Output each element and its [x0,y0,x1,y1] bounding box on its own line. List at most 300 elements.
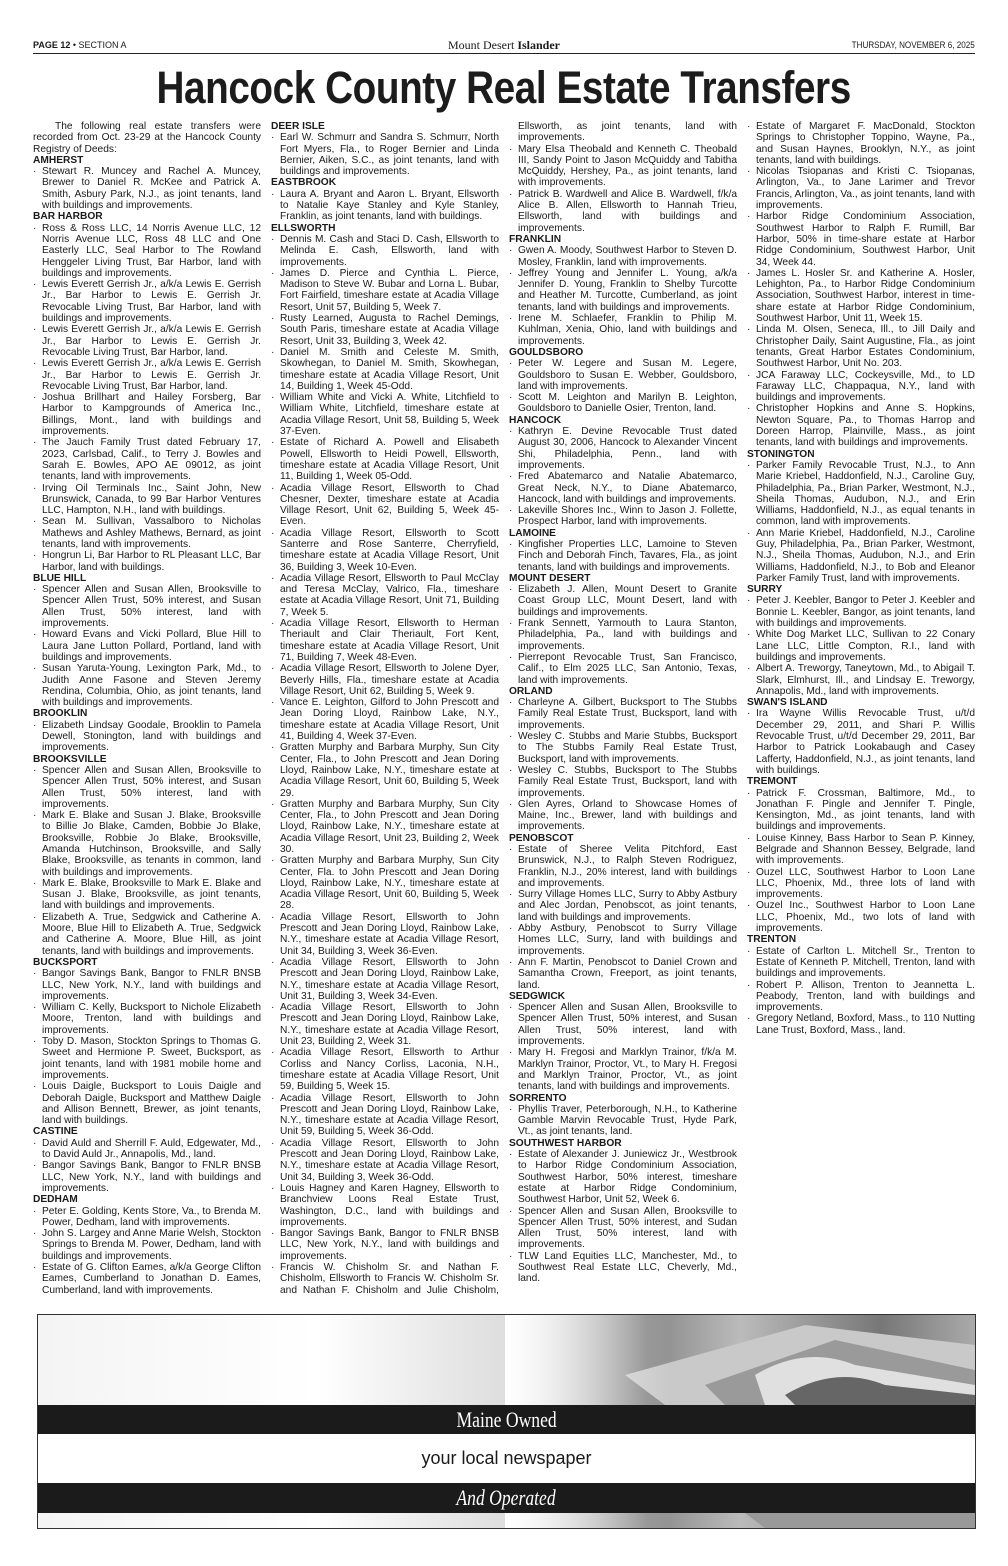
transfer-item [33,663,261,708]
bullet-icon: · [33,516,37,528]
transfer-text: Acadia Village Resort, Ellsworth to John Prescott and Jean Doring Lloyd, Rainbow Lake, N.Y., timeshare estate at Acadia Village Resort, Unit 31, Building 3, Week 34-Even. [280,956,499,1002]
transfer-text: Acadia Village Resort, Ellsworth to Paul McClay and Teresa McClay, Valrico, Fla., timeshare estate at Acadia Village Resort, Unit 71, Building 7, Week 5. [280,572,499,618]
town-heading: SOUTHWEST HARBOR [509,1137,622,1149]
ad-line-local-newspaper: your local newspaper [38,1434,975,1483]
bullet-icon: · [747,900,751,912]
bullet-icon: · [747,459,751,471]
bullet-icon: · [33,877,37,889]
town-heading: AMHERST [33,154,84,166]
bullet-icon: · [747,267,751,279]
transfer-text: Lewis Everett Gerrish Jr., a/k/a Lewis E. Gerrish Jr., Bar Harbor to Lewis E. Gerrish Jr. Revocable Living Trust, Bar Harbor, land. [42,358,261,392]
town-heading: CASTINE [33,1126,78,1138]
bullet-icon: · [33,1002,37,1014]
transfer-text: Linda M. Olsen, Seneca, Ill., to Jill Daily and Christopher Daily, Saint Augustine, Fla., as joint tenants, Great Harbor Estates Condominium, Southwest Harbor, Unit No. 203. [756,324,975,370]
bullet-icon: · [33,1205,37,1217]
bullet-icon: · [33,764,37,776]
bullet-icon: · [271,663,275,675]
page-header: PAGE 12 • SECTION A Mount Desert Islander THURSDAY, NOVEMBER 6, 2025 [33,38,975,52]
transfer-item [33,1081,261,1126]
transfer-item [33,968,261,1002]
town-heading: SORRENTO [509,1092,567,1104]
transfer-item [509,313,737,347]
town-heading: EASTBROOK [271,177,337,189]
masthead: Mount Desert Islander [447,38,560,52]
bullet-icon: · [33,437,37,449]
transfer-text: Fred Abatemarco and Natalie Abatemarco, Great Neck, N.Y., to Diane Abatemarco, Hancock, land with buildings and improvements. [518,471,737,505]
transfer-item [509,189,737,234]
transfer-item [271,799,499,855]
transfer-item [33,629,261,663]
transfer-text: William White and Vicki A. White, Litchfield to William White, Litchfield, timeshare estate at Acadia Village Resort, Unit 58, Building 5, Week 37-Even. [280,392,499,438]
bullet-icon: · [271,911,275,923]
transfer-item [271,1093,499,1138]
transfer-text: TLW Land Equities LLC, Manchester, Md., to Southwest Real Estate LLC, Cheverly, Md., land. [518,1250,737,1285]
transfer-item [509,1149,737,1205]
town-heading: PENOBSCOT [509,832,574,844]
bullet-icon: · [747,527,751,539]
advertisement [37,1314,976,1529]
transfer-text: Parker Family Revocable Trust, N.J., to Ann Marie Kriebel, Haddonfield, N.J., Caroline Guy, Philadelphia, Pa., Brian Parker, Westmont, N.J., Sheila Thomas, Audubon, N.J., and Erin Williams, Haddonfield, N.J., as equal tenants in common, land with improvements. [756,459,975,528]
transfer-text: John S. Largey and Anne Marie Welsh, Stockton Springs to Brenda M. Power, Dedham, land with buildings and improvements. [42,1228,261,1262]
bullet-icon: · [33,324,37,336]
transfer-item [747,1013,975,1036]
town-heading: HANCOCK [509,414,562,426]
bullet-icon: · [271,855,275,867]
transfer-item [33,223,261,279]
transfer-text: Elizabeth Lindsay Goodale, Brooklin to Pamela Dewell, Stonington, land with buildings and improvements. [42,719,261,754]
bullet-icon: · [509,505,513,517]
transfer-text: Acadia Village Resort, Ellsworth to Herman Theriault and Clair Theriault, Fort Kent, timeshare estate at Acadia Village Resort, Unit 71, Building 7, Week 48-Even. [280,618,499,663]
transfer-text: Howard Evans and Vicki Pollard, Blue Hill to Laura Jane Lutton Pollard, Portland, land with buildings and improvements. [42,629,261,663]
transfer-item [271,483,499,528]
bullet-icon: · [33,550,37,562]
transfer-text: Jeffrey Young and Jennifer L. Young, a/k/a Jennifer D. Young, Franklin to Shelby Turcotte and Heather M. Turcotte, Cumberland, as joint tenants, land with buildings and improvements. [518,267,737,313]
transfer-item [509,697,737,731]
bullet-icon: · [509,731,513,743]
bullet-icon: · [33,719,37,731]
transfer-text: Estate of Margaret F. MacDonald, Stockton Springs to Christopher Toppino, Wayne, Pa., and Susan Haynes, Brooklyn, N.Y., as joint tenants, land with buildings. [756,121,975,166]
bullet-icon: · [33,279,37,291]
bullet-icon: · [33,1228,37,1240]
transfer-item [271,912,499,957]
transfer-item [33,584,261,629]
transfer-text: Mary Elsa Theobald and Kenneth C. Theobald III, Sandy Point to Jason McQuiddy and Tabitha McQuiddy, Hershey, Pa., as joint tenants, land with improvements. [518,143,737,189]
bullet-icon: · [509,188,513,200]
transfer-item [271,132,499,177]
transfer-item [509,1104,737,1138]
bullet-icon: · [271,1047,275,1059]
transfer-text: Acadia Village Resort, Ellsworth to John Prescott and Jean Doring Lloyd, Rainbow Lake, N.Y., timeshare estate at Acadia Village Resort, Unit 34, Building 3, Week 36-Even. [280,911,499,957]
transfer-text: Rusty Learned, Augusta to Rachel Demings, South Paris, timeshare estate at Acadia Village Resort, Unit 33, Building 3, Week 42. [280,313,499,347]
transfer-text: Estate of Richard A. Powell and Elisabeth Powell, Ellsworth to Heidi Powell, Ellsworth, timeshare estate at Acadia Village Resort, Unit 11, Building 1, Week 05-Odd. [280,437,499,483]
transfer-item [33,1262,261,1296]
bullet-icon: · [747,832,751,844]
transfer-item [33,912,261,957]
transfer-item [509,652,737,686]
town-heading: FRANKLIN [509,233,562,245]
town-heading: BLUE HILL [33,572,87,584]
transfer-text: Ira Wayne Willis Revocable Trust, u/t/d December 29, 2011, and Shari P. Willis Revocable Trust, u/t/d December 29, 2011, Bar Harbor to Patrick Lookabaugh and Casey Lafferty, Haddonfield, N.J., as joint tenants, land with buildings. [756,708,975,776]
transfer-text: Estate of Alexander J. Juniewicz Jr., Westbrook to Harbor Ridge Condominium Association, Southwest Harbor, 50% interest, timeshare estate at Harbor Ridge Condominium, Southwest Harbor, Unit 52, Week 6. [518,1149,737,1206]
bullet-icon: · [747,595,751,607]
transfer-item [509,731,737,765]
bullet-icon: · [509,651,513,663]
transfer-item [33,516,261,550]
transfer-text: Wesley C. Stubbs, Bucksport to The Stubbs Family Real Estate Trust, Bucksport, land with improvements. [518,764,737,799]
transfer-item [747,708,975,776]
bullet-icon: · [509,1002,513,1014]
transfer-item [33,324,261,358]
transfer-item [33,166,261,211]
transfer-item [747,595,975,629]
bullet-icon: · [33,1081,37,1093]
transfer-text: Charleyne A. Gilbert, Bucksport to The Stubbs Family Real Estate Trust, Bucksport, land with improvements. [518,697,737,731]
bullet-icon: · [747,324,751,336]
bullet-icon: · [509,1250,513,1262]
transfer-text: Peter W. Legere and Susan M. Legere, Gouldsboro to Susan E. Webber, Gouldsboro, land with improvements. [518,358,737,392]
bullet-icon: · [271,1002,275,1014]
transfer-item [509,799,737,833]
transfer-item [747,166,975,211]
bullet-icon: · [271,527,275,539]
transfer-text: Elizabeth A. True, Sedgwick and Catherine A. Moore, Blue Hill to Elizabeth A. True, Sedgwick and Catherine A. Moore, Blue Hill, as joint tenants, land with buildings and improvements. [42,911,261,957]
transfer-item [33,483,261,517]
page-number: PAGE 12 [33,40,71,50]
transfer-text: Laura A. Bryant and Aaron L. Bryant, Ellsworth to Natalie Kaye Stanley and Kyle Stanley, Franklin, as joint tenants, land with buildings. [280,188,499,223]
bullet-icon: · [747,403,751,415]
bullet-icon: · [509,538,513,550]
town-heading: DEDHAM [33,1194,78,1206]
transfer-item [33,392,261,437]
transfer-text: Acadia Village Resort, Ellsworth to Scott Santerre and Rose Santerre, Cherryfield, timeshare estate at Acadia Village Resort, Unit 36, Building 3, Week 10-Even. [280,527,499,573]
transfer-text: Kathryn E. Devine Revocable Trust dated August 30, 2006, Hancock to Alexander Vincent Shi, Philadelphia, Penn., land with improvements. [518,426,737,471]
transfer-text: Ouzel Inc., Southwest Harbor to Loon Lane LLC, Phoenix, Md., two lots of land with improvements. [756,900,975,935]
bullet-icon: · [509,1103,513,1115]
issue-date: THURSDAY, NOVEMBER 6, 2025 [851,40,975,50]
bullet-icon: · [33,584,37,596]
transfer-text: David Auld and Sherrill F. Auld, Edgewater, Md., to David Auld Jr., Annapolis, Md., land. [42,1137,261,1161]
transfer-item [509,471,737,505]
town-heading: SEDGWICK [509,990,566,1002]
bullet-icon: · [271,482,275,494]
transfer-text: Louis Hagney and Karen Hagney, Ellsworth to Branchview Loons Real Estate Trust, Washington, D.C., land with buildings and improvements. [280,1182,499,1228]
bullet-icon: · [33,968,37,980]
bullet-icon: · [509,471,513,483]
transfer-item [509,889,737,923]
town-heading: LAMOINE [509,527,556,539]
transfer-text: Irene M. Schlaefer, Franklin to Philip M. Kuhlman, Xenia, Ohio, land with buildings and improvements. [518,313,737,347]
transfer-item [33,720,261,754]
town-heading: DEER ISLE [271,121,325,132]
transfer-text: Acadia Village Resort, Ellsworth to Chad Chesner, Dexter, timeshare estate at Acadia Village Resort, Unit 62, Building 5, Week 45-Even. [280,482,499,528]
bullet-icon: · [509,1205,513,1217]
transfer-text: Earl W. Schmurr and Sandra S. Schmurr, North Fort Myers, Fla., to Roger Bernier and Linda Bernier, Aiken, S.C., as joint tenants, land with buildings and improvements. [280,132,499,178]
transfer-text: Scott M. Leighton and Marilyn B. Leighton, Gouldsboro to Danielle Osier, Trenton, land. [518,392,737,415]
article-body [33,121,975,1297]
bullet-icon: · [271,697,275,709]
transfer-text: Hongrun Li, Bar Harbor to RL Pleasant LLC, Bar Harbor, land with buildings. [42,550,261,573]
transfer-item [509,505,737,528]
transfer-text: Ann F. Martin, Penobscot to Daniel Crown and Samantha Crown, Freeport, as joint tenants, land. [518,956,737,991]
transfer-text: Francis W. Chisholm Sr. and Nathan F. Chisholm, Ellsworth to Francis W. Chisholm Sr. and Nathan F. Chisholm and Julie Chisholm, Ellsworth, as joint tenants, land with improvements. [280,121,737,1296]
page-title: Hancock County Real Estate Transfers [156,62,852,113]
transfer-text: Bangor Savings Bank, Bangor to FNLR BNSB LLC, New York, N.Y., land with buildings and improvements. [42,968,261,1002]
transfer-item [33,437,261,482]
transfer-item [33,1002,261,1036]
bullet-icon: · [509,798,513,810]
transfer-text: Spencer Allen and Susan Allen, Brooksville to Spencer Allen Trust, 50% interest, and Susan Allen Trust, 50% interest, land with improvements. [518,1002,737,1048]
transfer-text: Gwen A. Moody, Southwest Harbor to Steven D. Mosley, Franklin, land with improvements. [518,245,737,268]
transfer-text: Albert A. Treworgy, Taneytown, Md., to Abigail T. Slark, Elmhurst, Ill., and Lindsay E. Treworgy, Annapolis, Md., land with improvements. [756,663,975,697]
transfer-text: Surry Village Homes LLC, Surry to Abby Astbury and Alec Jordan, Penobscot, as joint tenants, land with buildings and improvements. [518,889,737,923]
transfer-text: White Dog Market LLC, Sullivan to 22 Conary Lane LLC, Little Compton, R.I., land with buildings and improvements. [756,629,975,663]
transfer-item [509,1206,737,1251]
transfer-text: Gratten Murphy and Barbara Murphy, Sun City Center, Fla., to John Prescott and Jean Doring Lloyd, Rainbow Lake, N.Y., timeshare estate at Acadia Village Resort, Unit 23, Building 2, Week 30. [280,798,499,855]
transfer-text: Louise Kinney, Bass Harbor to Sean P. Kinney, Belgrade and Shannon Bessey, Belgrade, land with improvements. [756,832,975,867]
transfer-item [271,1002,499,1047]
town-heading: SURRY [747,584,783,596]
transfer-item [747,946,975,980]
transfer-item [33,279,261,324]
bullet-icon: · [271,437,275,449]
bullet-icon: · [271,1137,275,1149]
transfer-text: Patrick B. Wardwell and Alice B. Wardwell, f/k/a Alice B. Allen, Ellsworth to Hannah Trieu, Ellsworth, land with buildings and improvements. [518,188,737,234]
bullet-icon: · [747,211,751,223]
transfer-item [33,1228,261,1262]
bullet-icon: · [33,1036,37,1048]
ad-line-and-operated: And Operated [456,1485,557,1510]
transfer-item [271,1183,499,1228]
transfer-item [747,324,975,369]
transfer-item [271,392,499,437]
transfer-text: Joshua Brillhart and Hailey Forsberg, Bar Harbor to Kampgrounds of America Inc., Billings, Mont., land with buildings and improvements. [42,392,261,438]
transfer-item [271,618,499,663]
transfer-text: Gratten Murphy and Barbara Murphy, Sun City Center, Fla. to John Prescott and Jean Doring Lloyd, Rainbow Lake, N.Y., timeshare estate at Acadia Village Resort, Unit 60, Building 5, Week 28. [280,855,499,912]
transfer-item [509,844,737,889]
bullet-icon: · [271,188,275,200]
transfer-item [271,1138,499,1183]
transfer-item [747,121,975,166]
transfer-text: Frank Sennett, Yarmouth to Laura Stanton, Philadelphia, Pa., land with buildings and improvements. [518,618,737,652]
transfer-text: Acadia Village Resort, Ellsworth to John Prescott and Jean Doring Lloyd, Rainbow Lake, N.Y., timeshare estate at Acadia Village Resort, Unit 59, Building 5, Week 36-Odd. [280,1092,499,1138]
bullet-icon: · [509,1149,513,1161]
bullet-icon: · [747,663,751,675]
bullet-icon: · [271,618,275,630]
bullet-icon: · [33,1160,37,1172]
bullet-icon: · [509,956,513,968]
bullet-icon: · [747,708,751,720]
transfer-text: JCA Faraway LLC, Cockeysville, Md., to LD Faraway LLC, Chappaqua, N.Y., land with buildings and improvements. [756,369,975,404]
bullet-icon: · [271,346,275,358]
bullet-icon: · [509,426,513,438]
transfer-text: Spencer Allen and Susan Allen, Brooksville to Spencer Allen Trust, 50% interest, and Susan Allen Trust, 50% interest, land with improvements. [42,584,261,630]
transfer-text: Louis Daigle, Bucksport to Louis Daigle and Deborah Daigle, Bucksport and Matthew Daigle and Allison Bennett, Brewer, as joint tenants, land with buildings. [42,1081,261,1127]
bullet-icon: · [509,764,513,776]
transfer-text: Lewis Everett Gerrish Jr., a/k/a Lewis E. Gerrish Jr., Bar Harbor to Lewis E. Gerrish Jr. Revocable Living Trust, Bar Harbor, land. [42,324,261,358]
bullet-icon: · [747,121,751,132]
transfer-item [509,1047,737,1092]
transfer-text: Ouzel LLC, Southwest Harbor to Loon Lane LLC, Phoenix, Md., three lots of land with improvements. [756,866,975,901]
transfer-text: Estate of G. Clifton Eames, a/k/a George Clifton Eames, Cumberland to Jonathan D. Eames, Cumberland, land with improvements. [42,1261,261,1296]
town-heading: STONINGTON [747,448,815,460]
transfer-item [747,867,975,901]
bullet-icon: · [509,143,513,155]
transfer-item [509,1002,737,1047]
transfer-item [271,313,499,347]
transfer-item [33,1160,261,1194]
bullet-icon: · [509,392,513,404]
transfer-text: The Jauch Family Trust dated February 17, 2023, Carlsbad, Calif., to Terry J. Bowles and Sarah E. Bowles, APO AE 09012, as joint tenants, land with improvements. [42,437,261,483]
transfer-item [271,742,499,798]
transfer-text: Peter J. Keebler, Bangor to Peter J. Keebler and Bonnie L. Keebler, Bangor, as joint tenants, land with buildings and improvements. [756,595,975,630]
transfer-item [747,528,975,584]
transfer-item [509,618,737,652]
bullet-icon: · [271,1092,275,1104]
bullet-icon: · [271,1261,275,1273]
transfer-text: Sean M. Sullivan, Vassalboro to Nicholas Mathews and Ashley Mathews, Bernard, as joint tenants, land with improvements. [42,516,261,550]
town-heading: SWAN'S ISLAND [747,697,828,709]
bullet-icon: · [747,866,751,878]
transfer-item [747,370,975,404]
bullet-icon: · [33,1137,37,1149]
bullet-icon: · [509,584,513,596]
transfer-text: Ross & Ross LLC, 14 Norris Avenue LLC, 12 Norris Avenue LLC, Ross 48 LLC and One Easterly LLC, Seal Harbor to The Rowland Henggeler Living Trust, Bar Harbor, land with buildings and improvements. [42,222,261,279]
bullet-icon: · [747,166,751,178]
town-heading: BROOKSVILLE [33,753,107,765]
transfer-item [33,765,261,810]
transfer-item [747,788,975,833]
bullet-icon: · [271,572,275,584]
transfer-text: Acadia Village Resort, Ellsworth to John Prescott and Jean Doring Lloyd, Rainbow Lake, N.Y., timeshare estate at Acadia Village Resort, Unit 23, Building 2, Week 31. [280,1002,499,1048]
town-heading: BUCKSPORT [33,956,98,968]
transfer-text: Abby Astbury, Penobscot to Surry Village Homes LLC, Surry, land with buildings and improvements. [518,923,737,957]
transfer-item [271,697,499,742]
town-heading: BROOKLIN [33,708,88,720]
transfer-item [509,392,737,415]
transfer-item [33,550,261,573]
transfer-text: Harbor Ridge Condominium Association, Southwest Harbor to Ralph F. Rumill, Bar Harbor, 50% in time-share estate at Harbor Ridge Condominium, Southwest Harbor, Unit 34, Week 44. [756,211,975,268]
bullet-icon: · [271,313,275,325]
town-heading: BAR HARBOR [33,211,103,223]
town-heading: TREMONT [747,776,798,788]
bullet-icon: · [747,979,751,991]
transfer-text: Daniel M. Smith and Celeste M. Smith, Skowhegan, to Daniel M. Smith, Skowhegan, timeshare estate at Acadia Village Resort, Unit 14, Building 1, Week 45-Odd. [280,346,499,392]
transfer-text: Elizabeth J. Allen, Mount Desert to Granite Coast Group LLC, Mount Desert, land with buildings and improvements. [518,584,737,618]
transfer-text: Spencer Allen and Susan Allen, Brooksville to Spencer Allen Trust, 50% interest, and Sudan Allen Trust, 50% interest, land with improvements. [518,1205,737,1251]
transfer-item [747,663,975,697]
town-heading: ELLSWORTH [271,222,336,234]
transfer-text: Stewart R. Muncey and Rachel A. Muncey, Brewer to Daniel R. McKee and Patrick A. Smith, Asbury Park, N.J., as joint tenants, land with buildings and improvements. [42,166,261,212]
transfer-text: Lewis Everett Gerrish Jr., a/k/a Lewis E. Gerrish Jr., Bar Harbor to Lewis E. Gerrish Jr. Revocable Living Trust, Bar Harbor, land with buildings and improvements. [42,279,261,325]
transfer-text: William C. Kelly, Bucksport to Nichole Elizabeth Moore, Trenton, land with buildings and improvements. [42,1002,261,1036]
transfer-text: Acadia Village Resort, Ellsworth to Jolene Dyer, Beverly Hills, Fla., timeshare estate at Acadia Village Resort, Unit 62, Building 5, Week 9. [280,663,499,697]
transfer-item [747,833,975,867]
bullet-icon: · [33,358,37,370]
transfer-text: Glen Ayres, Orland to Showcase Homes of Maine, Inc., Brewer, land with buildings and improvements. [518,798,737,833]
transfer-text: Kingfisher Properties LLC, Lamoine to Steven Finch and Deborah Finch, Tavares, Fla., as joint tenants, land with buildings and improvements. [518,538,737,573]
transfer-item [509,765,737,799]
bullet-icon: · [747,787,751,799]
transfer-item [271,663,499,697]
bullet-icon: · [509,313,513,325]
bullet-icon: · [509,358,513,370]
transfer-item [747,403,975,448]
bullet-icon: · [509,618,513,630]
transfer-text: Susan Yaruta-Young, Lexington Park, Md., to Judith Anne Fasone and Steven Jeremy Rendina, Columbia, Ohio, as joint tenants, land with buildings and improvements. [42,663,261,709]
transfer-item [33,1138,261,1161]
bullet-icon: · [271,267,275,279]
bullet-icon: · [33,222,37,234]
transfer-item [747,980,975,1014]
bullet-icon: · [747,1013,751,1025]
bullet-icon: · [271,233,275,245]
transfer-text: Patrick F. Crossman, Baltimore, Md., to Jonathan F. Pingle and Jennifer T. Pingle, Kensington, Md., as joint tenants, land with buildings and improvements. [756,787,975,833]
transfer-item [509,358,737,392]
transfer-text: Nicolas Tsiopanas and Kristi C. Tsiopanas, Arlington, Va., to Jane Larimer and Trevor Francis, Arlington, Va., as joint tenants, land with improvements. [756,166,975,212]
transfer-text: Vance E. Leighton, Gilford to John Prescott and Jean Doring Lloyd, Rainbow Lake, N.Y., timeshare estate at Acadia Village Resort, Unit 41, Building 4, Week 37-Even. [280,697,499,743]
transfer-item [33,1206,261,1229]
transfer-item [509,268,737,313]
transfer-text: Irving Oil Terminals Inc., Saint John, New Brunswick, Canada, to 99 Bar Harbor Ventures LLC, Hampton, N.H., land with buildings. [42,482,261,517]
transfer-item [271,189,499,223]
transfer-text: Bangor Savings Bank, Bangor to FNLR BNSB LLC, New York, N.Y., land with buildings and improvements. [42,1160,261,1194]
bullet-icon: · [271,956,275,968]
bullet-icon: · [271,798,275,810]
bullet-icon: · [271,742,275,754]
transfer-item [271,268,499,313]
transfer-text: Gregory Netland, Boxford, Mass., to 110 Nutting Lane Trust, Boxford, Mass., land. [756,1013,975,1036]
transfer-item [271,855,499,911]
town-heading: MOUNT DESERT [509,572,591,584]
bullet-icon: · [271,392,275,404]
bullet-icon: · [509,889,513,901]
transfer-text: Christopher Hopkins and Anne S. Hopkins, Newton Square, Pa., to Thomas Harrop and Doreen Harrop, Plainville, Mass., as joint tenants, land with buildings and improvements. [756,403,975,449]
transfer-text: Mark E. Blake and Susan J. Blake, Brooksville to Billie Jo Blake, Camden, Bobbie Jo Blake, Brooksville, Robbie Jo Blake, Brooksville, Amanda Hutchinson, Brooksville, and Sally Blake, Brooksville, as tenants in common, land with buildings and improvements. [42,810,261,878]
transfer-text: Mary H. Fregosi and Marklyn Trainor, f/k/a M. Marklyn Trainor, Proctor, Vt., to Mary H. Fregosi and Marklyn Trainor, Proctor, Vt., as joint tenants, land with buildings and improvements. [518,1047,737,1093]
bullet-icon: · [33,166,37,178]
bullet-icon: · [509,844,513,855]
transfer-text: Lakeville Shores Inc., Winn to Jason J. Follette, Prospect Harbor, land with improvements. [518,505,737,528]
town-heading: ORLAND [509,685,553,697]
transfer-item [509,584,737,618]
transfer-item [747,268,975,324]
bullet-icon: · [271,132,275,144]
transfer-text: James L. Hosler Sr. and Katherine A. Hosler, Lehighton, Pa., to Harbor Ridge Condominium Association, Southwest Harbor, interest in time-share estate at Harbor Ridge Condominium, Southwest Harbor, Unit 11, Week 15. [756,267,975,325]
section-label: SECTION A [78,40,127,50]
bullet-icon: · [509,923,513,935]
transfer-item [509,1251,737,1285]
transfer-text: Mark E. Blake, Brooksville to Mark E. Blake and Susan J. Blake, Brooksville, as joint tenants, land with buildings and improvements. [42,877,261,912]
transfer-item [271,437,499,482]
transfer-item [509,957,737,991]
transfer-text: Estate of Carlton L. Mitchell Sr., Trenton to Estate of Kenneth P. Mitchell, Trenton, land with buildings and improvements. [756,945,975,980]
transfer-text: Phyllis Traver, Peterborough, N.H., to Katherine Gamble Marvin Revocable Trust, Hyde Park, Vt., as joint tenants, land. [518,1103,737,1138]
transfer-item [509,923,737,957]
transfer-text: James D. Pierce and Cynthia L. Pierce, Madison to Steve W. Bubar and Lorna L. Bubar, Fort Fairfield, timeshare estate at Acadia Village Resort, Unit 57, Building 5, Week 7. [280,267,499,313]
bullet-icon: · [747,369,751,381]
transfer-item [271,957,499,1002]
transfer-text: Estate of Sheree Velita Pitchford, East Brunswick, N.J., to Ralph Steven Rodriguez, Franklin, N.J., 20% interest, land with buildings and improvements. [518,844,737,889]
bullet-icon: · [33,392,37,404]
transfer-item [271,1047,499,1092]
bullet-icon: · [33,810,37,822]
bullet-icon: · [509,245,513,257]
ad-line-maine-owned: Maine Owned [456,1407,557,1432]
transfer-text: Dennis M. Cash and Staci D. Cash, Ellsworth to Melinda E. Cash, Ellsworth, land with improvements. [280,233,499,268]
transfer-text: Bangor Savings Bank, Bangor to FNLR BNSB LLC, New York, N.Y., land with buildings and improvements. [280,1228,499,1262]
bullet-icon: · [33,663,37,675]
transfer-item [271,234,499,268]
